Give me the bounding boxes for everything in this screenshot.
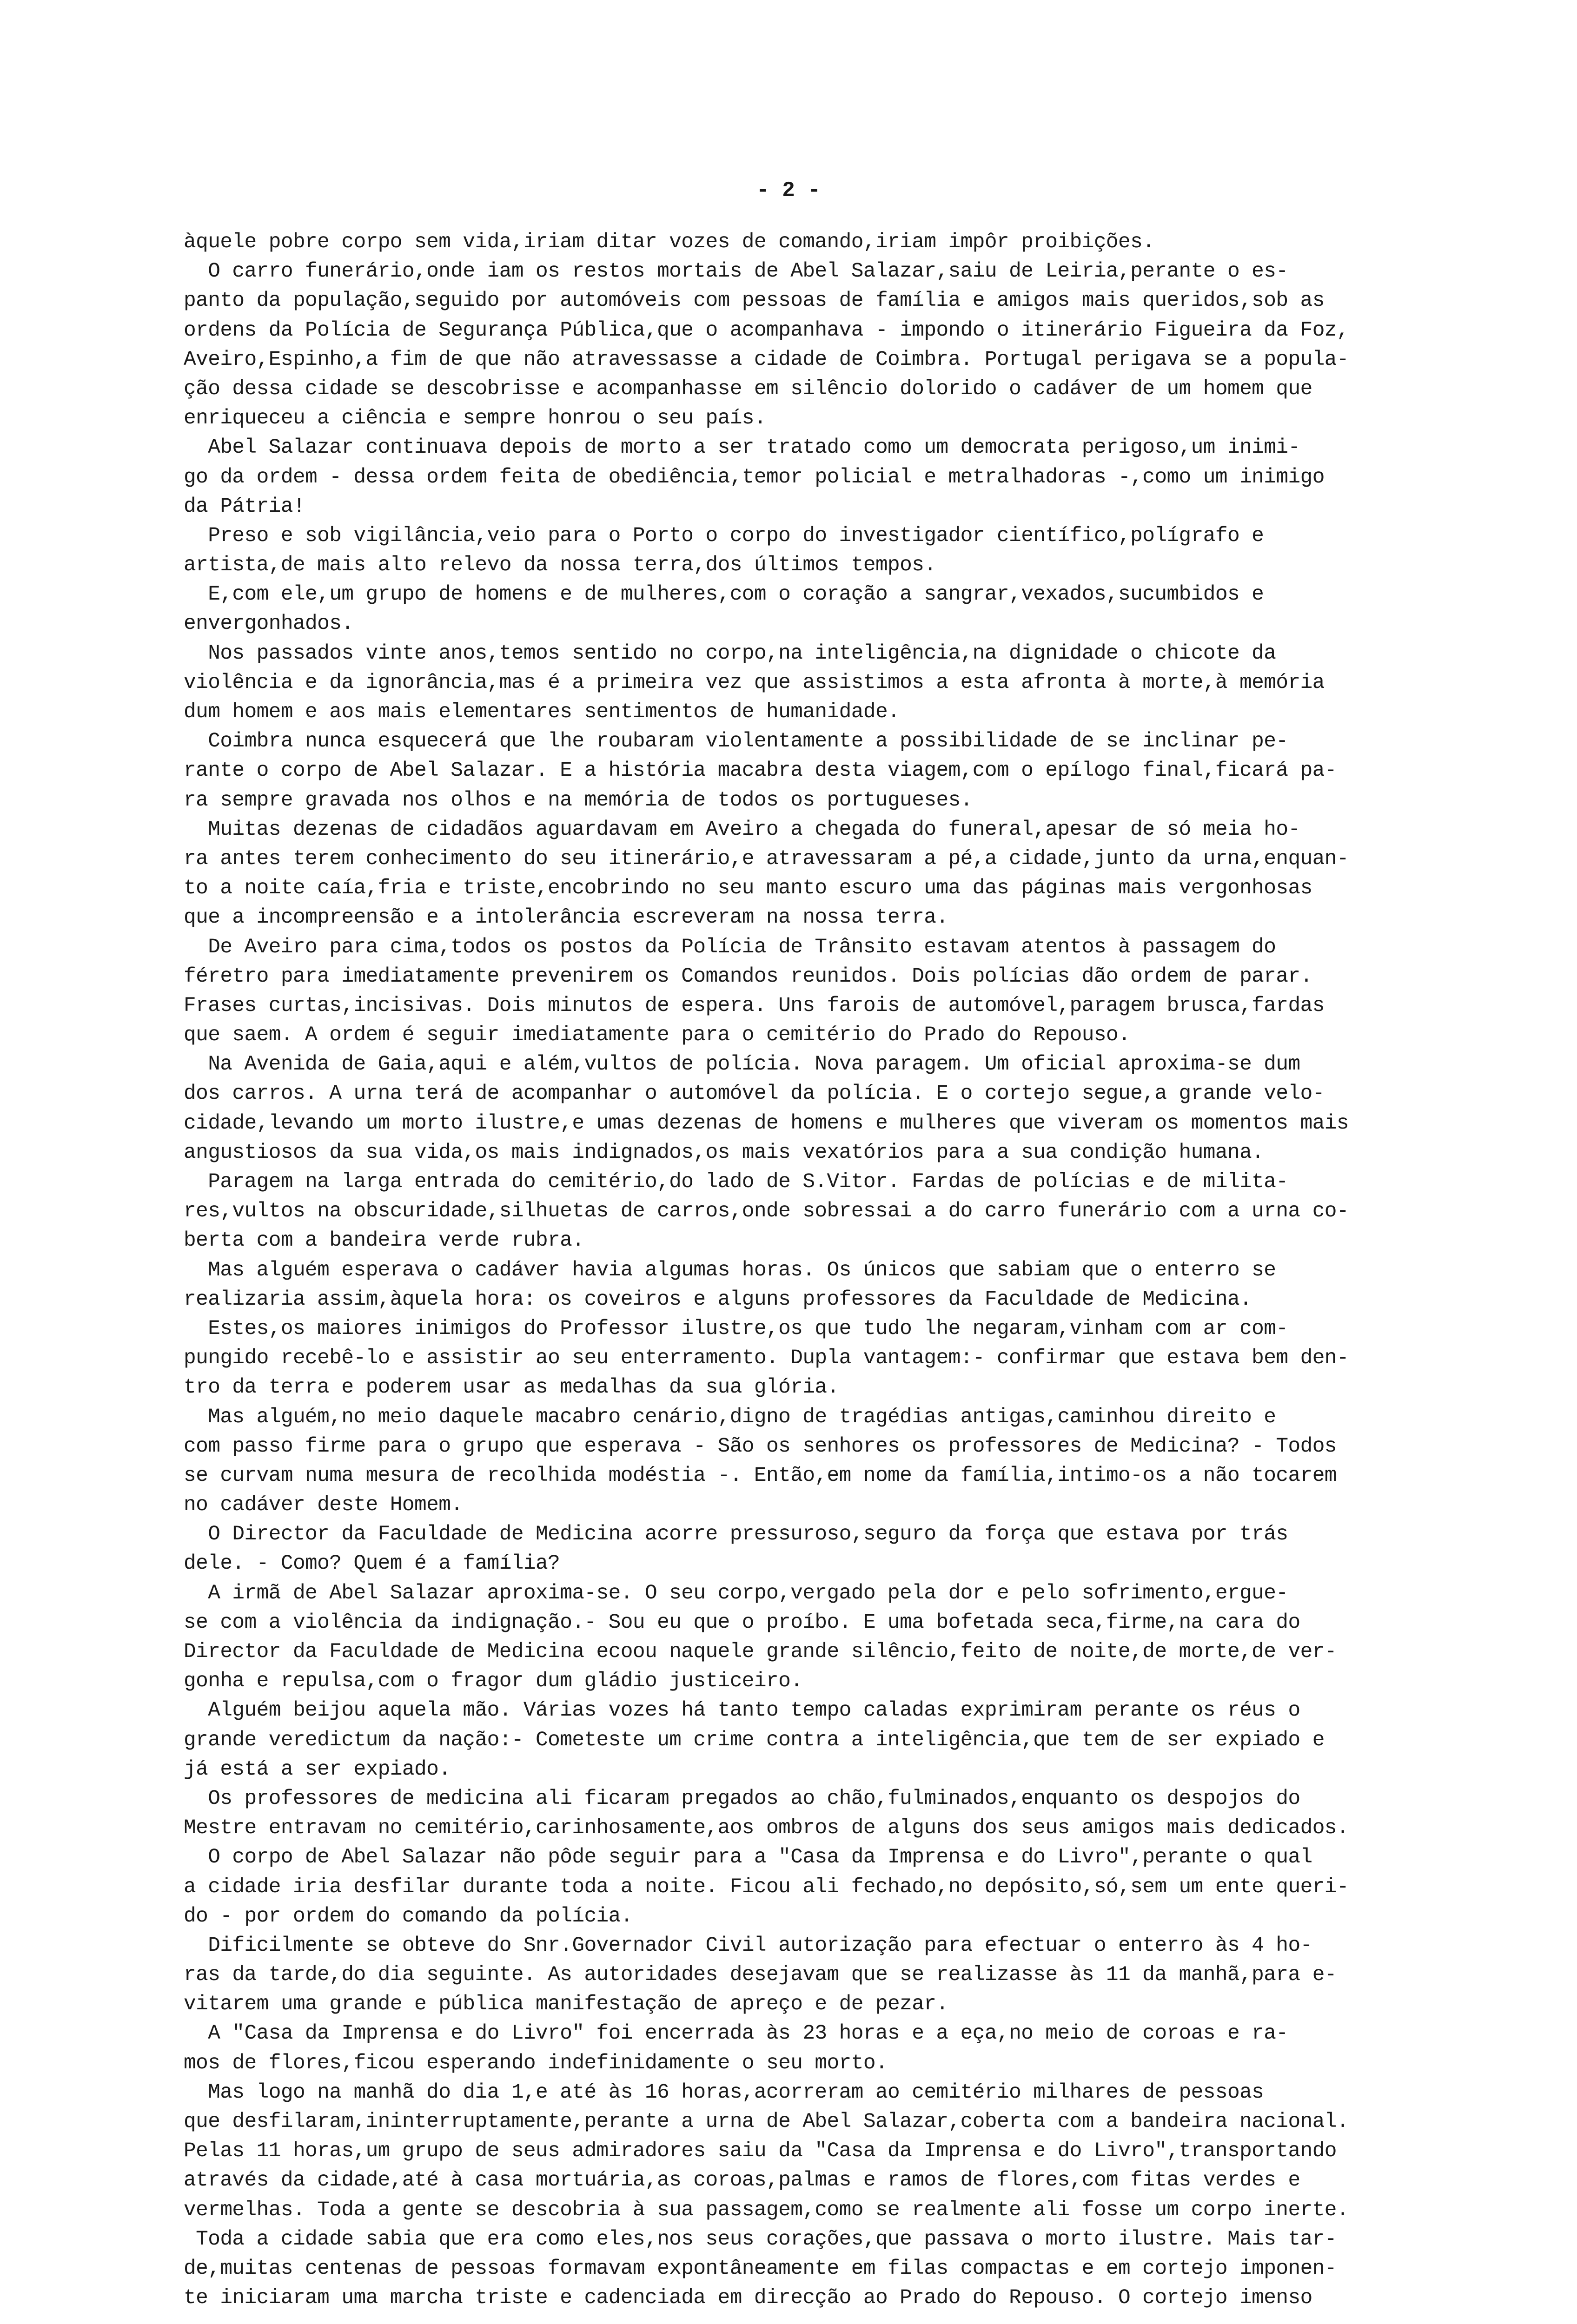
text-line: Mas logo na manhã do dia 1,e até às 16 horas,acorreram ao cemitério milhares de pessoas (184, 2080, 1264, 2104)
text-line: Nos passados vinte anos,temos sentido no corpo,na inteligência,na dignidade o chicote da (184, 641, 1276, 665)
text-line: vitarem uma grande e pública manifestação de apreço e de pezar. (184, 1993, 948, 2016)
text-line: artista,de mais alto relevo da nossa terra,dos últimos tempos. (184, 554, 936, 577)
text-line: berta com a bandeira verde rubra. (184, 1229, 584, 1253)
text-line: ordens da Polícia de Segurança Pública,que o acompanhava - impondo o itinerário Figueira da Foz, (184, 318, 1349, 342)
text-line: Toda a cidade sabia que era como eles,nos seus corações,que passava o morto ilustre. Mais tar- (184, 2227, 1337, 2251)
text-line: ção dessa cidade se descobrisse e acompanhasse em silêncio dolorido o cadáver de um homem que (184, 377, 1312, 401)
text-line: Abel Salazar continuava depois de morto a ser tratado como um democrata perigoso,um inimi- (184, 436, 1300, 460)
text-line: dum homem e aos mais elementares sentimentos de humanidade. (184, 700, 900, 724)
text-line: Mas alguém,no meio daquele macabro cenário,digno de tragédias antigas,caminhou direito e (184, 1405, 1276, 1429)
text-line: go da ordem - dessa ordem feita de obediência,temor policial e metralhadoras -,como um inimigo (184, 465, 1325, 489)
text-line: violência e da ignorância,mas é a primeira vez que assistimos a esta afronta à morte,à memória (184, 671, 1325, 694)
text-line: dos carros. A urna terá de acompanhar o automóvel da polícia. E o cortejo segue,a grande velo- (184, 1082, 1325, 1106)
text-line: pungido recebê-lo e assistir ao seu enterramento. Dupla vantagem:- confirmar que estava bem den- (184, 1347, 1349, 1370)
text-line: realizaria assim,àquela hora: os coveiros e alguns professores da Faculdade de Medicina. (184, 1287, 1252, 1311)
text-line: Dificilmente se obteve do Snr.Governador Civil autorização para efectuar o enterro às 4 ho- (184, 1934, 1312, 1957)
text-line: Mas alguém esperava o cadáver havia algumas horas. Os únicos que sabiam que o enterro se (184, 1258, 1276, 1282)
text-line (184, 2313, 1499, 2324)
text-line: vermelhas. Toda a gente se descobria à sua passagem,como se realmente ali fosse um corpo inerte. (184, 2198, 1349, 2222)
text-line: Os professores de medicina ali ficaram pregados ao chão,fulminados,enquanto os despojos do (184, 1787, 1300, 1810)
text-line: já está a ser expiado. (184, 1757, 451, 1781)
text-line: Coimbra nunca esquecerá que lhe roubaram violentamente a possibilidade de se inclinar pe- (184, 730, 1288, 753)
text-line: de,muitas centenas de pessoas formavam expontâneamente em filas compactas e em cortejo imponen- (184, 2257, 1337, 2280)
text-line: dele. - Como? Quem é a família? (184, 1552, 560, 1576)
text-line: res,vultos na obscuridade,silhuetas de carros,onde sobressai a do carro funerário com a urna co- (184, 1200, 1349, 1223)
text-line: que desfilaram,ininterruptamente,perante a urna de Abel Salazar,coberta com a bandeira nacional. (184, 2110, 1349, 2133)
text-line: ras da tarde,do dia seguinte. As autoridades desejavam que se realizasse às 11 da manhã,para e- (184, 1963, 1337, 1987)
text-line: Paragem na larga entrada do cemitério,do lado de S.Vitor. Fardas de polícias e de milita- (184, 1170, 1288, 1194)
text-line: Mestre entravam no cemitério,carinhosamente,aos ombros de alguns dos seus amigos mais dedicados. (184, 1816, 1349, 1840)
text-line: cidade,levando um morto ilustre,e umas dezenas de homens e mulheres que viveram os momentos mais (184, 1111, 1349, 1135)
text-line: Director da Faculdade de Medicina ecoou naquele grande silêncio,feito de noite,de morte,de ver- (184, 1640, 1337, 1664)
text-line: gonha e repulsa,com o fragor dum gládio justiceiro. (184, 1670, 803, 1693)
text-line: da Pátria! (184, 495, 305, 518)
text-line: féretro para imediatamente prevenirem os Comandos reunidos. Dois polícias dão ordem de parar. (184, 964, 1312, 988)
text-line: A irmã de Abel Salazar aproxima-se. O seu corpo,vergado pela dor e pelo sofrimento,ergue- (184, 1581, 1288, 1605)
text-line: a cidade iria desfilar durante toda a noite. Ficou ali fechado,no depósito,só,sem um ente queri- (184, 1875, 1349, 1899)
text-line: Frases curtas,incisivas. Dois minutos de espera. Uns farois de automóvel,paragem brusca,fardas (184, 994, 1325, 1017)
text-line: O Director da Faculdade de Medicina acorre pressuroso,seguro da força que estava por trás (184, 1523, 1288, 1546)
text-line: grande veredictum da nação:- Cometeste um crime contra a inteligência,que tem de ser expiado e (184, 1728, 1325, 1752)
text-line: do - por ordem do comando da polícia. (184, 1904, 633, 1928)
text-line: panto da população,seguido por automóveis com pessoas de família e amigos mais queridos,sob as (184, 289, 1325, 313)
text-line: De Aveiro para cima,todos os postos da Polícia de Trânsito estavam atentos à passagem do (184, 935, 1276, 959)
text-line: O corpo de Abel Salazar não pôde seguir para a "Casa da Imprensa e do Livro",perante o qual (184, 1846, 1312, 1869)
text-line: angustiosos da sua vida,os mais indignados,os mais vexatórios para a sua condição humana. (184, 1141, 1264, 1164)
text-line: que saem. A ordem é seguir imediatamente para o cemitério do Prado do Repouso. (184, 1023, 1131, 1047)
text-line: no cadáver deste Homem. (184, 1493, 463, 1517)
text-line: rante o corpo de Abel Salazar. E a história macabra desta viagem,com o epílogo final,ficará pa- (184, 759, 1337, 783)
text-line: A "Casa da Imprensa e do Livro" foi encerrada às 23 horas e a eça,no meio de coroas e ra- (184, 2022, 1288, 2046)
text-line: com passo firme para o grupo que esperava - São os senhores os professores de Medicina? - Todos (184, 1434, 1337, 1458)
text-line: Na Avenida de Gaia,aqui e além,vultos de polícia. Nova paragem. Um oficial aproxima-se dum (184, 1053, 1300, 1076)
text-line: àquele pobre corpo sem vida,iriam ditar vozes de comando,iriam impôr proibições. (184, 231, 1155, 254)
text-line: to a noite caía,fria e triste,encobrindo no seu manto escuro uma das páginas mais vergonhosas (184, 877, 1312, 900)
text-line: Alguém beijou aquela mão. Várias vozes há tanto tempo caladas exprimiram perante os réus o (184, 1699, 1300, 1723)
text-line: E,com ele,um grupo de homens e de mulheres,com o coração a sangrar,vexados,sucumbidos e (184, 583, 1264, 607)
text-line: Preso e sob vigilância,veio para o Porto o corpo do investigador científico,polígrafo e (184, 524, 1264, 548)
text-line: através da cidade,até à casa mortuária,as coroas,palmas e ramos de flores,com fitas verdes e (184, 2169, 1300, 2192)
text-line: ra sempre gravada nos olhos e na memória de todos os portugueses. (184, 788, 973, 812)
text-line: mos de flores,ficou esperando indefinidamente o seu morto. (184, 2051, 888, 2075)
text-line: Pelas 11 horas,um grupo de seus admiradores saiu da "Casa da Imprensa e do Livro",transportando (184, 2139, 1337, 2163)
text-line: enriqueceu a ciência e sempre honrou o seu país. (184, 407, 767, 430)
text-line: te iniciaram uma marcha triste e cadenciada em direcção ao Prado do Repouso. O cortejo imenso (184, 2286, 1312, 2310)
text-line: envergonhados. (184, 612, 354, 636)
text-line: ra antes terem conhecimento do seu itinerário,e atravessaram a pé,a cidade,junto da urna,enquan- (184, 847, 1349, 871)
text-line: Muitas dezenas de cidadãos aguardavam em Aveiro a chegada do funeral,apesar de só meia ho- (184, 818, 1300, 841)
text-line: Estes,os maiores inimigos do Professor ilustre,os que tudo lhe negaram,vinham com ar com- (184, 1317, 1288, 1340)
text-line: tro da terra e poderem usar as medalhas da sua glória. (184, 1376, 839, 1400)
text-line: se com a violência da indignação.- Sou eu que o proíbo. E uma bofetada seca,firme,na cara do (184, 1611, 1300, 1634)
text-line: se curvam numa mesura de recolhida modéstia -. Então,em nome da família,intimo-os a não tocarem (184, 1464, 1337, 1487)
text-line: Aveiro,Espinho,a fim de que não atravessasse a cidade de Coimbra. Portugal perigava se a popula- (184, 348, 1349, 371)
document-body (184, 228, 1499, 2324)
text-line: que a incompreensão e a intolerância escreveram na nossa terra. (184, 906, 948, 930)
page-number: - 2 - (756, 178, 821, 203)
text-line: O carro funerário,onde iam os restos mortais de Abel Salazar,saiu de Leiria,perante o es- (184, 260, 1288, 284)
